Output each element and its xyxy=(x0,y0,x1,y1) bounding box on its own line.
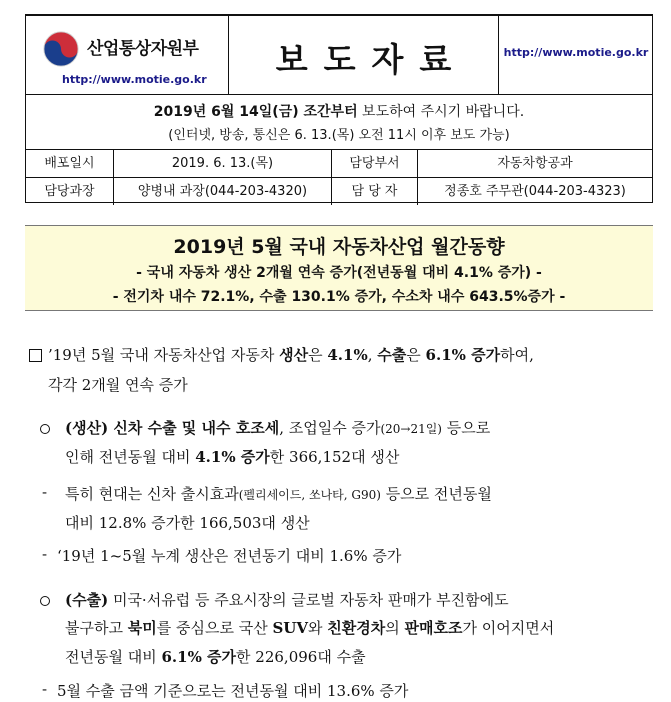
text: 가 이어지면서 xyxy=(462,619,555,637)
text: 등으로 전년동월 xyxy=(380,485,492,503)
ministry-url-right[interactable]: http://www.motie.go.kr xyxy=(503,46,649,59)
export-line-2 xyxy=(65,617,554,638)
dash-bullet: - xyxy=(42,483,48,501)
text: 한 226,096대 수출 xyxy=(236,648,366,666)
emph: 6.1% 증가 xyxy=(161,648,237,666)
text: (펠리세이드, 쏘나타, G90) xyxy=(238,488,381,502)
header-top-row xyxy=(26,16,652,95)
text: 와 xyxy=(308,619,328,637)
circle-bullet-icon xyxy=(40,424,50,434)
text: , xyxy=(367,346,378,364)
text: 미국·서유럽 등 주요시장의 글로벌 자동차 판매가 부진함에도 xyxy=(108,591,509,609)
press-release-header xyxy=(25,14,653,203)
hyundai-line-2: 대비 12.8% 증가한 166,503대 생산 xyxy=(65,514,310,532)
emph: (생산) 신차 수출 및 내수 호조세 xyxy=(65,419,280,437)
title-cell xyxy=(229,16,499,94)
value-distribution-time: 2019. 6. 13.(목) xyxy=(114,150,332,177)
export-line-1 xyxy=(65,589,509,610)
ministry-name: 산업통상자원부 xyxy=(87,39,199,59)
emph: 북미 xyxy=(127,619,157,637)
text: 은 xyxy=(406,346,426,364)
export-line-3 xyxy=(65,646,366,667)
headline-subtitle-1: - 국내 자동차 생산 2개월 연속 증가(전년동월 대비 4.1% 증가) - xyxy=(136,265,542,281)
summary-line-1 xyxy=(48,344,534,365)
embargo-notice xyxy=(26,101,652,121)
embargo-date: 2019년 6월 14일(금) 조간부터 xyxy=(153,104,358,120)
export-value-line: 5월 수출 금액 기준으로는 전년동월 대비 13.6% 증가 xyxy=(57,682,409,700)
value-department: 자동차항공과 xyxy=(497,156,573,171)
text: 은 xyxy=(308,346,328,364)
production-line-1 xyxy=(65,417,490,438)
text: 등으로 xyxy=(442,419,491,437)
emph: 생산 xyxy=(279,346,309,364)
info-row-distribution xyxy=(26,150,652,178)
text: ’19년 5월 국내 자동차산업 자동차 xyxy=(48,346,280,364)
emph: (수출) xyxy=(65,591,109,609)
cumulative-production-line: ‘19년 1~5월 누계 생산은 전년동기 대비 1.6% 증가 xyxy=(57,547,402,565)
document-title: 보도자료 xyxy=(275,40,468,79)
ministry-url-left[interactable]: http://www.motie.go.kr xyxy=(62,73,207,86)
dash-bullet: - xyxy=(42,680,48,698)
text: 를 중심으로 국산 xyxy=(156,619,273,637)
text: 하여, xyxy=(500,346,534,364)
text: 의 xyxy=(385,619,405,637)
embargo-row xyxy=(26,95,652,150)
label-department: 담당부서 xyxy=(332,150,418,177)
text: 한 366,152대 생산 xyxy=(269,448,400,466)
summary-line-2: 각각 2개월 연속 증가 xyxy=(48,376,188,394)
text: 불구하고 xyxy=(65,619,128,637)
text: 특히 현대는 신차 출시효과 xyxy=(65,485,239,503)
square-bullet-icon xyxy=(29,349,42,362)
circle-bullet-icon xyxy=(40,596,50,606)
emph: 4.1% 증가 xyxy=(195,448,270,466)
emph: 판매호조 xyxy=(404,619,463,637)
headline-title: 2019년 5월 국내 자동차산업 월간동향 xyxy=(173,236,505,258)
headline-box xyxy=(25,225,653,311)
emph: SUV xyxy=(272,619,309,637)
label-distribution-time: 배포일시 xyxy=(26,150,114,177)
emph: 6.1% 증가 xyxy=(425,346,501,364)
taegeuk-emblem-icon xyxy=(42,30,80,68)
info-row-contacts xyxy=(26,178,652,205)
text: 전년동월 대비 xyxy=(65,648,162,666)
embargo-online-note: (인터넷, 방송, 통신은 6. 13.(목) 오전 11시 이후 보도 가능) xyxy=(168,128,510,143)
emph: 수출 xyxy=(377,346,407,364)
production-line-2 xyxy=(65,446,399,467)
emph: 친환경차 xyxy=(327,619,386,637)
value-director: 양병내 과장(044-203-4320) xyxy=(114,178,332,205)
label-contact-person: 담 당 자 xyxy=(332,178,418,205)
value-contact-person: 정종호 주무관(044-203-4323) xyxy=(444,184,626,199)
text: (20→21일) xyxy=(380,422,442,436)
hyundai-line-1 xyxy=(65,483,492,504)
text: , 조업일수 증가 xyxy=(279,419,381,437)
text: 인해 전년동월 대비 xyxy=(65,448,196,466)
ministry-logo-cell xyxy=(26,16,229,94)
emph: 4.1% xyxy=(327,346,368,364)
label-director: 담당과장 xyxy=(26,178,114,205)
embargo-text: 보도하여 주시기 바랍니다. xyxy=(357,104,525,120)
headline-subtitle-2: - 전기차 내수 72.1%, 수출 130.1% 증가, 수소차 내수 643.5%증가 - xyxy=(112,289,566,305)
dash-bullet: - xyxy=(42,545,48,563)
